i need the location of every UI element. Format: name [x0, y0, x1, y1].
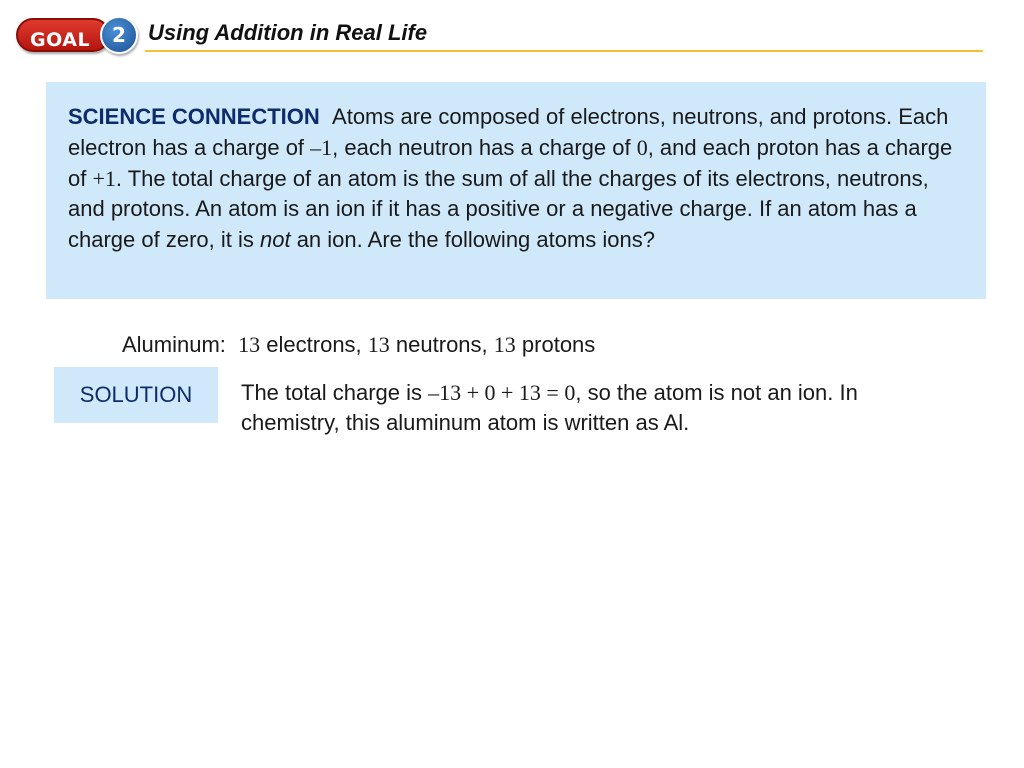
solution-label: SOLUTION — [54, 367, 218, 423]
science-text-2: , each neutron has a charge of — [332, 134, 637, 160]
header-divider — [145, 50, 983, 52]
science-paragraph — [68, 102, 962, 256]
goal-label: GOAL — [30, 29, 91, 51]
solution-text-1: The total charge is — [241, 380, 429, 405]
problem-statement — [122, 332, 595, 358]
electron-count: 13 — [238, 332, 261, 357]
science-connection-box — [46, 82, 986, 299]
science-emphasis: not — [259, 227, 291, 253]
electron-charge: –1 — [310, 134, 333, 160]
page-title: Using Addition in Real Life — [148, 20, 428, 45]
neutron-count: 13 — [367, 332, 390, 357]
goal-pill — [16, 18, 110, 52]
goal-badge — [16, 14, 134, 56]
proton-text: protons — [521, 332, 596, 357]
solution-paragraph — [241, 378, 921, 438]
proton-charge: +1 — [92, 165, 116, 191]
solution-text-2: , so the atom is not an ion. In chemistry, this aluminum atom is written as Al. — [241, 380, 858, 435]
proton-count: 13 — [493, 332, 516, 357]
problem-label: Aluminum: — [122, 332, 226, 357]
solution-text — [241, 378, 921, 438]
electron-text: electrons, — [266, 332, 362, 357]
neutron-text: neutrons, — [395, 332, 488, 357]
science-text-4: . The total charge of an atom is the sum of all the charges of its electrons, neutrons, and protons. An atom is an ion if it has a positive or a negative charge. If an atom has a charge of zero, it is — [68, 165, 929, 253]
solution-expression: –13 + 0 + 13 = 0 — [428, 380, 576, 405]
neutron-charge: 0 — [636, 134, 648, 160]
goal-number: 2 — [100, 16, 138, 54]
science-text-5: an ion. Are the following atoms ions? — [290, 227, 656, 253]
science-text-3: , and each proton has a charge of — [68, 134, 953, 191]
science-lead: SCIENCE CONNECTION — [68, 104, 320, 129]
science-text-1: Atoms are composed of electrons, neutrons, and protons. Each electron has a charge of — [68, 104, 949, 160]
